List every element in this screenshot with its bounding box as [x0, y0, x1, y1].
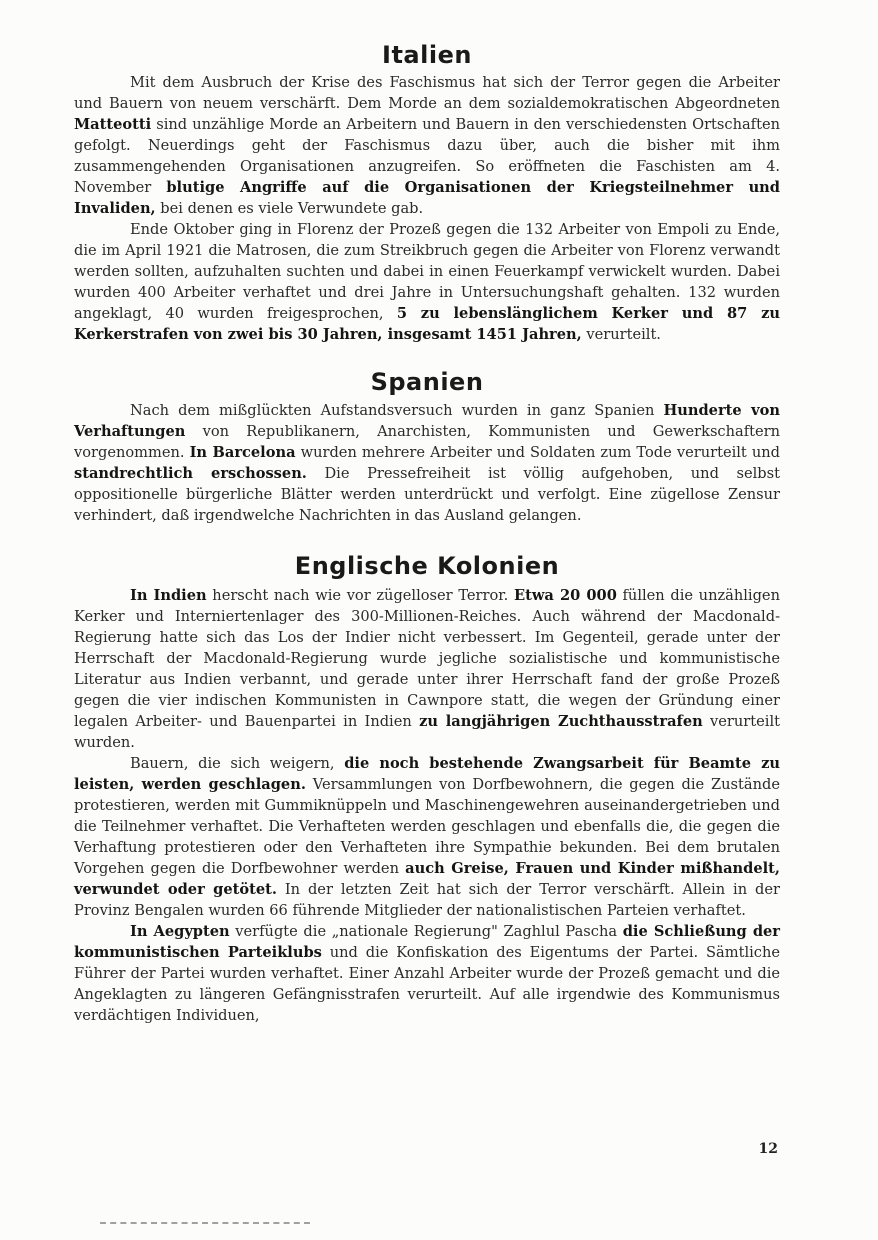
body-text: füllen die unzähligen Kerker und Interniertenlager des 300-Millionen-Reiches. Auch während der Macdonald-Regierung hatte sich das Los der Indier nicht verbessert. Im Gegenteil, gerade unter der Herrschaft der Macdonald-Regierung wurde jegliche sozialistische und kommunistische Literatur aus Indien verbannt, und gerade unter ihrer Herrschaft fand der große Prozeß gegen die vier indischen Kommunisten in Cawnpore statt, die wegen der Gründung einer legalen Arbeiter- und Bauenpartei in Indien — [74, 587, 780, 730]
section-heading-spanien: Spanien — [370, 368, 484, 396]
body-text: verurteilt wurden. — [74, 713, 780, 751]
emphasized-text: Matteotti — [74, 116, 152, 133]
paragraph — [74, 921, 780, 1026]
page-number: 12 — [758, 1141, 778, 1157]
bottom-rule-divider — [100, 1222, 310, 1226]
emphasized-text: die Schließung der kommunistischen Parteiklubs — [74, 923, 780, 961]
paragraph — [74, 585, 780, 753]
body-text: Bauern, die sich weigern, — [130, 755, 345, 772]
paragraph — [74, 219, 780, 345]
emphasized-text: 5 zu lebenslänglichem Kerker und 87 zu Kerkerstrafen von zwei bis 30 Jahren, insgesamt 1451 Jahren, — [74, 305, 780, 343]
emphasized-text: die noch bestehende Zwangsarbeit für Beamte zu leisten, werden geschlagen. — [74, 755, 780, 793]
body-text: von Republikanern, Anarchisten, Kommunisten und Gewerkschaftern vorgenommen. — [74, 423, 780, 461]
emphasized-text: blutige Angriffe auf die Organisationen der Kriegsteilnehmer und Invaliden, — [74, 179, 780, 217]
emphasized-text: In Barcelona — [189, 444, 296, 461]
body-text: wurden mehrere Arbeiter und Soldaten zum Tode verurteilt und — [295, 444, 780, 461]
body-text: Versammlungen von Dorfbewohnern, die gegen die Zustände protestieren, werden mit Gummiknüppeln und Maschinengewehren auseinandergetrieben und die Teilnehmer verhaftet. Die Verhafteten werden geschlagen und ebenfalls die, die gegen die Verhaftung protestieren oder den Verhafteten ihre Sympathie bekunden. Bei dem brutalen Vorgehen gegen die Dorfbewohner werden — [74, 776, 780, 877]
emphasized-text: standrechtlich erschossen. — [74, 465, 307, 482]
emphasized-text: In Aegypten — [130, 923, 230, 940]
emphasized-text: Etwa 20 000 — [513, 587, 617, 604]
body-text: Nach dem mißglückten Aufstandsversuch wurden in ganz Spanien — [130, 402, 664, 419]
body-text: Mit dem Ausbruch der Krise des Faschismus hat sich der Terror gegen die Arbeiter und Bauern von neuem verschärft. Dem Morde an dem sozialdemokratischen Abgeordneten — [74, 74, 780, 112]
body-text: In der letzten Zeit hat sich der Terror verschärft. Allein in der Provinz Bengalen wurden 66 führende Mitglieder der nationalistischen Parteien verhaftet. — [74, 881, 780, 919]
emphasized-text: auch Greise, Frauen und Kinder mißhandelt, verwundet oder getötet. — [74, 860, 780, 898]
document-page — [74, 40, 780, 1026]
body-text: bei denen es viele Verwundete gab. — [155, 200, 424, 217]
section-heading-englische-kolonien: Englische Kolonien — [294, 552, 560, 580]
body-text: sind unzählige Morde an Arbeitern und Bauern in den verschiedensten Ortschaften gefolgt. Neuerdings geht der Faschismus dazu über, auch die bisher mit ihm zusammengehenden Organisationen anzugreifen. So eröffneten die Faschisten am 4. November — [74, 116, 780, 196]
paragraph — [74, 400, 780, 526]
emphasized-text: zu langjährigen Zuchthausstrafen — [419, 713, 703, 730]
emphasized-text: In Indien — [130, 587, 207, 604]
emphasized-text: Hunderte von Verhaftungen — [74, 402, 780, 440]
paragraph — [74, 72, 780, 219]
body-text: Ende Oktober ging in Florenz der Prozeß gegen die 132 Arbeiter von Empoli zu Ende, die im April 1921 die Matrosen, die zum Streikbruch gegen die Arbeiter von Florenz verwandt werden sollten, aufzuhalten suchten und dabei in einen Feuerkampf verwickelt wurden. Dabei wurden 400 Arbeiter verhaftet und drei Jahre in Untersuchungshaft gehalten. 132 wurden angeklagt, 40 wurden freigesprochen, — [74, 221, 780, 322]
paragraph — [74, 753, 780, 921]
body-text: verurteilt. — [581, 326, 661, 343]
body-text: Die Pressefreiheit ist völlig aufgehoben, und selbst oppositionelle bürgerliche Blätter werden unterdrückt und verfolgt. Eine zügellose Zensur verhindert, daß irgendwelche Nachrichten in das Ausland gelangen. — [74, 465, 781, 524]
body-text: verfügte die „nationale Regierung" Zaghlul Pascha — [229, 923, 623, 940]
body-text: und die Konfiskation des Eigentums der Partei. Sämtliche Führer der Partei wurden verhaftet. Einer Anzahl Arbeiter wurde der Prozeß gemacht und die Angeklagten zu längeren Gefängnisstrafen verurteilt. Auf alle irgendwie des Kommunismus verdächtigen Individuen, — [74, 944, 780, 1024]
section-heading-italien: Italien — [382, 41, 472, 69]
body-text: herscht nach wie vor zügelloser Terror. — [206, 587, 514, 604]
